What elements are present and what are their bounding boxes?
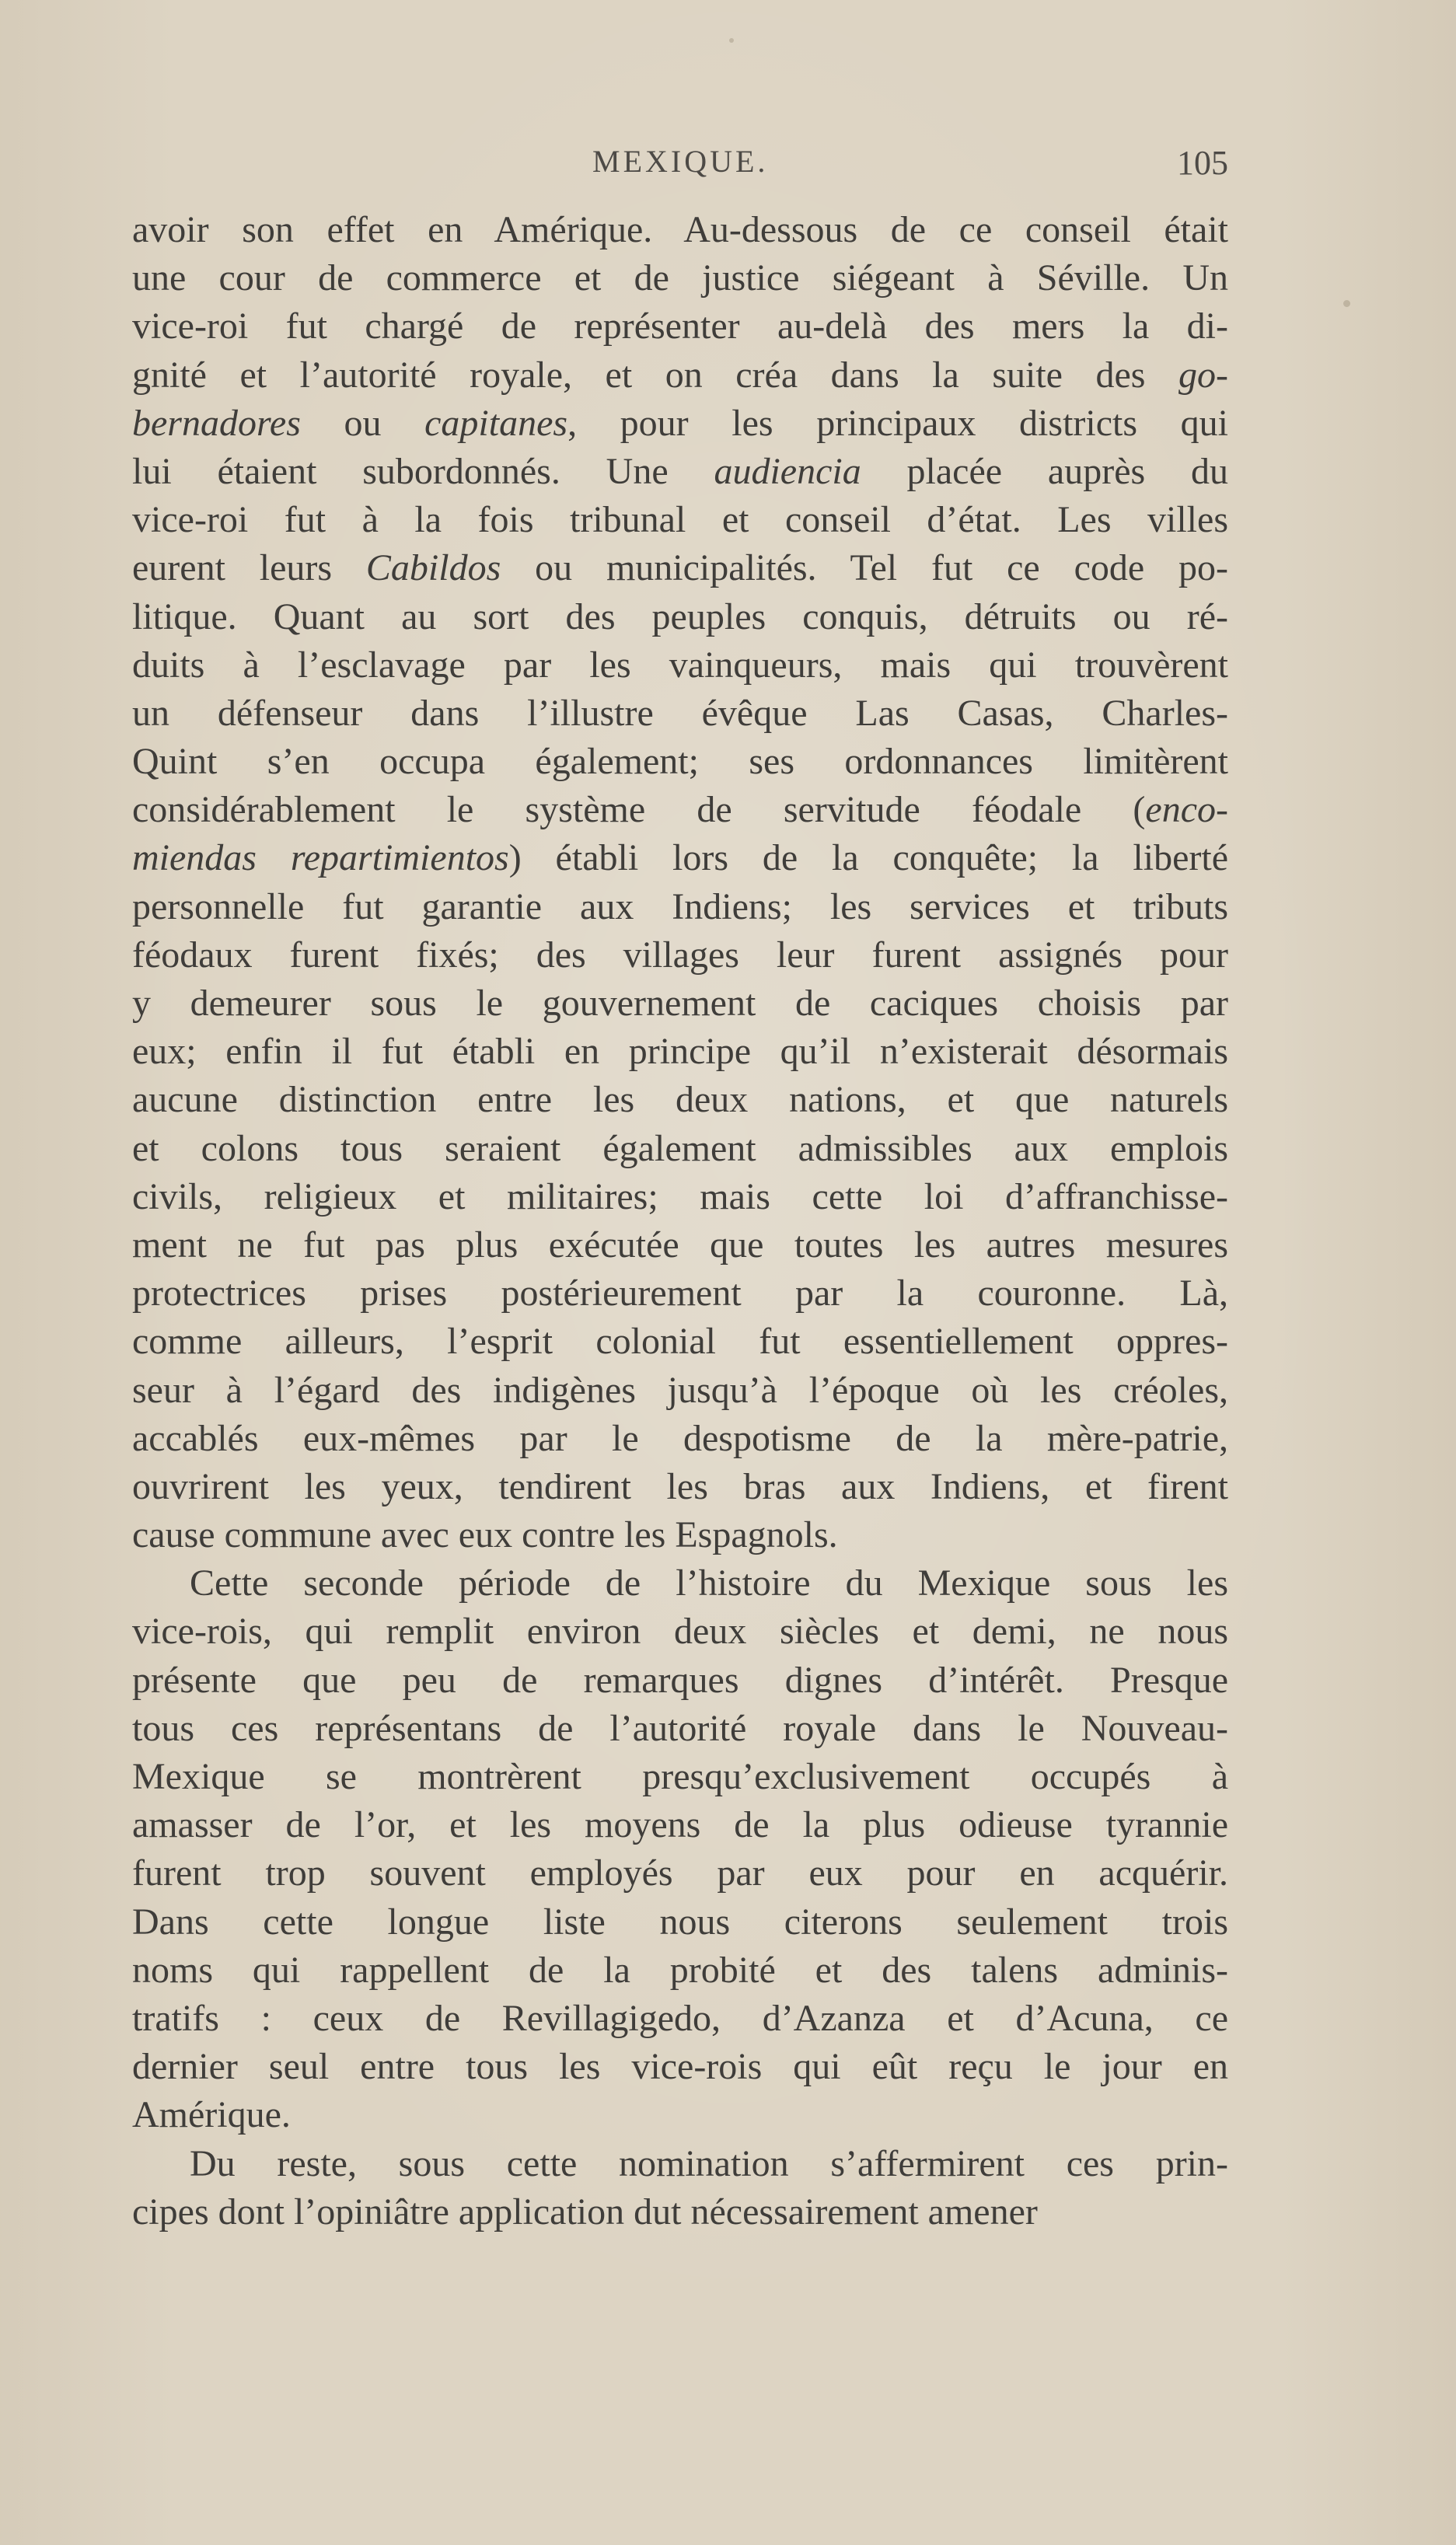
text-run: vice-roi fut à la fois tribunal et conseil d’état. Les villes bbox=[132, 499, 1228, 541]
running-head: MEXIQUE. bbox=[592, 144, 769, 179]
text-line bbox=[132, 448, 1228, 496]
text-line bbox=[132, 351, 1228, 400]
text-line bbox=[132, 979, 1228, 1028]
text-line bbox=[132, 1559, 1228, 1608]
text-run: amasser de l’or, et les moyens de la plus odieuse tyrannie bbox=[132, 1804, 1228, 1846]
text-run: et colons tous seraient également admissibles aux emplois bbox=[132, 1127, 1228, 1169]
text-run: , pour les principaux districts qui bbox=[567, 402, 1228, 444]
text-line bbox=[132, 1415, 1228, 1463]
text-line bbox=[132, 1801, 1228, 1849]
text-run: eurent leurs bbox=[132, 547, 366, 589]
text-line bbox=[132, 1705, 1228, 1753]
text-run: furent trop souvent employés par eux pour en acquérir. bbox=[132, 1852, 1228, 1894]
italic-text: Cabildos bbox=[365, 547, 501, 589]
text-run: placée auprès du bbox=[861, 450, 1228, 492]
text-run: considérablement le système de servitude féodale ( bbox=[132, 789, 1146, 831]
text-run: ou municipalités. Tel fut ce code po- bbox=[501, 547, 1229, 589]
text-line bbox=[132, 496, 1228, 544]
text-run: seur à l’égard des indigènes jusqu’à l’époque où les créoles, bbox=[132, 1369, 1228, 1411]
text-run: Quint s’en occupa également; ses ordonnances limitèrent bbox=[132, 741, 1228, 783]
text-line bbox=[132, 254, 1228, 302]
text-run: Dans cette longue liste nous citerons seulement trois bbox=[132, 1901, 1228, 1943]
body-text bbox=[132, 206, 1228, 2236]
text-line bbox=[132, 1028, 1228, 1076]
text-run: Amérique. bbox=[132, 2094, 291, 2136]
italic-text: bernadores bbox=[132, 402, 301, 444]
text-line bbox=[132, 2043, 1228, 2091]
text-line bbox=[132, 1173, 1228, 1221]
text-line bbox=[132, 593, 1228, 641]
text-run: ) établi lors de la conquête; la liberté bbox=[508, 837, 1229, 879]
text-line bbox=[132, 302, 1228, 351]
text-run: Mexique se montrèrent presqu’exclusivement occupés à bbox=[132, 1756, 1228, 1797]
text-run: Cette seconde période de l’histoire du Mexique sous les bbox=[190, 1562, 1228, 1604]
text-run: protectrices prises postérieurement par la couronne. Là, bbox=[132, 1272, 1228, 1314]
page-number: 105 bbox=[1177, 144, 1228, 182]
text-run: ouvrirent les yeux, tendirent les bras aux Indiens, et firent bbox=[132, 1465, 1228, 1507]
text-line bbox=[132, 1511, 1228, 1559]
text-line bbox=[132, 1221, 1228, 1269]
text-line bbox=[132, 2140, 1228, 2188]
text-run: un défenseur dans l’illustre évêque Las Casas, Charles- bbox=[132, 692, 1228, 734]
text-line bbox=[132, 1995, 1228, 2043]
text-run: féodaux furent fixés; des villages leur furent assignés pour bbox=[132, 934, 1228, 976]
text-run: ment ne fut pas plus exécutée que toutes les autres mesures bbox=[132, 1224, 1228, 1266]
text-run: cause commune avec eux contre les Espagnols. bbox=[132, 1514, 838, 1556]
text-line bbox=[132, 1753, 1228, 1801]
text-line bbox=[132, 2188, 1228, 2236]
text-line bbox=[132, 2091, 1228, 2139]
text-line bbox=[132, 641, 1228, 689]
text-run: cipes dont l’opiniâtre application dut nécessairement amener bbox=[132, 2191, 1038, 2233]
paper-spot bbox=[729, 38, 734, 43]
text-line bbox=[132, 689, 1228, 738]
text-run: litique. Quant au sort des peuples conquis, détruits ou ré- bbox=[132, 595, 1228, 637]
text-run: y demeurer sous le gouvernement de caciques choisis par bbox=[132, 983, 1228, 1024]
italic-text: audiencia bbox=[714, 450, 861, 492]
text-run: gnité et l’autorité royale, et on créa dans la suite des bbox=[132, 354, 1179, 396]
text-line bbox=[132, 400, 1228, 448]
text-line bbox=[132, 786, 1228, 834]
text-run: duits à l’esclavage par les vainqueurs, mais qui trouvèrent bbox=[132, 644, 1228, 686]
text-line bbox=[132, 1076, 1228, 1124]
text-run: tratifs : ceux de Revillagigedo, d’Azanza et d’Acuna, ce bbox=[132, 1997, 1228, 2039]
text-line bbox=[132, 206, 1228, 254]
text-line bbox=[132, 738, 1228, 786]
text-line bbox=[132, 1657, 1228, 1705]
text-run: Du reste, sous cette nomination s’affermirent ces prin- bbox=[190, 2142, 1228, 2184]
text-run: avoir son effet en Amérique. Au-dessous de ce conseil était bbox=[132, 209, 1228, 250]
text-line bbox=[132, 544, 1228, 592]
text-line bbox=[132, 1608, 1228, 1656]
text-run: lui étaient subordonnés. Une bbox=[132, 450, 714, 492]
text-run: civils, religieux et militaires; mais cette loi d’affranchisse- bbox=[132, 1175, 1228, 1217]
text-run: vice-rois, qui remplit environ deux siècles et demi, ne nous bbox=[132, 1611, 1228, 1653]
text-run: comme ailleurs, l’esprit colonial fut essentiellement oppres- bbox=[132, 1321, 1228, 1363]
text-line bbox=[132, 1318, 1228, 1366]
text-line bbox=[132, 1849, 1228, 1897]
text-line bbox=[132, 1463, 1228, 1511]
text-line bbox=[132, 1125, 1228, 1173]
text-line bbox=[132, 883, 1228, 931]
paper-spot bbox=[1343, 300, 1350, 307]
text-line bbox=[132, 1946, 1228, 1995]
page-header bbox=[132, 143, 1228, 197]
text-line bbox=[132, 1269, 1228, 1318]
text-run: présente que peu de remarques dignes d’intérêt. Presque bbox=[132, 1659, 1228, 1701]
text-run: noms qui rappellent de la probité et des talens adminis- bbox=[132, 1949, 1228, 1991]
text-run: une cour de commerce et de justice siégeant à Séville. Un bbox=[132, 257, 1228, 299]
text-line bbox=[132, 1367, 1228, 1415]
text-run: ou bbox=[300, 402, 425, 444]
text-line bbox=[132, 931, 1228, 979]
italic-text: enco- bbox=[1145, 789, 1228, 831]
text-run: tous ces représentans de l’autorité royale dans le Nouveau- bbox=[132, 1707, 1228, 1749]
text-run: eux; enfin il fut établi en principe qu’il n’existerait désormais bbox=[132, 1031, 1228, 1073]
text-run: personnelle fut garantie aux Indiens; les services et tributs bbox=[132, 885, 1228, 927]
text-run: vice-roi fut chargé de représenter au-delà des mers la di- bbox=[132, 305, 1228, 347]
italic-text: go- bbox=[1178, 354, 1228, 396]
text-run: dernier seul entre tous les vice-rois qui eût reçu le jour en bbox=[132, 2046, 1228, 2088]
italic-text: miendas repartimientos bbox=[132, 837, 509, 879]
text-line bbox=[132, 1898, 1228, 1946]
text-line bbox=[132, 834, 1228, 882]
text-run: aucune distinction entre les deux nations, et que naturels bbox=[132, 1079, 1228, 1121]
italic-text: capitanes bbox=[424, 402, 568, 444]
text-run: accablés eux-mêmes par le despotisme de la mère-patrie, bbox=[132, 1417, 1228, 1459]
